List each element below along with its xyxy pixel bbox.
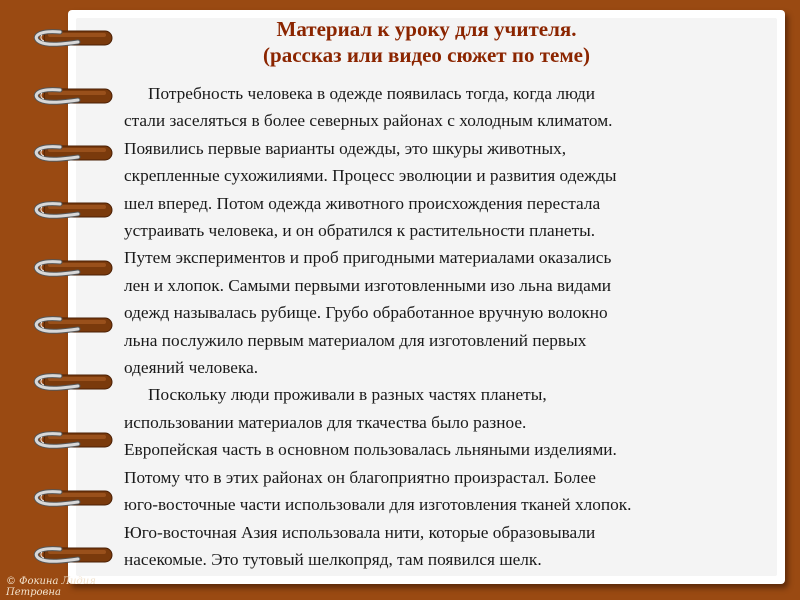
title-line-1: Материал к уроку для учителя. (276, 17, 577, 41)
binder-ring (30, 84, 116, 108)
binder-ring (30, 198, 116, 222)
text-line: Юго-восточная Азия использовала нити, которые образовывали (124, 522, 596, 542)
text-line: лен и хлопок. Самыми первыми изготовленными изо льна видами (124, 275, 612, 295)
watermark-line-2: Петровна (6, 587, 61, 598)
text-line: Европейская часть в основном пользовалась льняными изделиями. (124, 440, 617, 460)
binder-ring (30, 428, 116, 452)
text-line: одеяний человека. (124, 358, 259, 378)
binder-ring (30, 486, 116, 510)
text-line: Путем экспериментов и проб пригодными материалами оказались (124, 248, 612, 268)
text-line: юго-восточные части использовали для изготовления тканей хлопок. (124, 495, 632, 515)
binder-ring (30, 313, 116, 337)
text-line: устраивать человека, и он обратился к растительности планеты. (124, 221, 596, 241)
text-line: скрепленные сухожилиями. Процесс эволюции и развития одежды (124, 166, 617, 186)
text-line: льна послужило первым материалом для изготовлений первых (124, 330, 587, 350)
text-line: шел вперед. Потом одежда животного происхождения перестала (124, 193, 601, 213)
text-line: Появились первые варианты одежды, это шкуры животных, (124, 138, 567, 158)
title-line-2: (рассказ или видео сюжет по теме) (263, 43, 590, 67)
binder-ring (30, 256, 116, 280)
text-line: Поскольку люди проживали в разных частях планеты, (148, 385, 547, 405)
lesson-text (124, 80, 774, 573)
text-line: Потребность человека в одежде появилась тогда, когда люди (148, 84, 596, 103)
binder-ring (30, 543, 116, 567)
text-line: Потому что в этих районах он благоприятно произрастал. Более (124, 467, 596, 487)
watermark-line-1: © Фокина Лидия (6, 576, 96, 587)
text-line: использовании материалов для ткачества было разное. (124, 412, 527, 432)
binder-ring (30, 370, 116, 394)
slide-title (68, 16, 785, 68)
text-line: насекомые. Это тутовый шелкопряд, там появился шелк. (124, 549, 542, 569)
author-watermark (6, 576, 96, 598)
text-line: одежд называлась рубище. Грубо обработанное вручную волокно (124, 303, 608, 323)
binder-ring (30, 141, 116, 165)
spiral-binding (0, 0, 120, 600)
text-line: стали заселяться в более северных районах с холодным климатом. (124, 111, 613, 131)
